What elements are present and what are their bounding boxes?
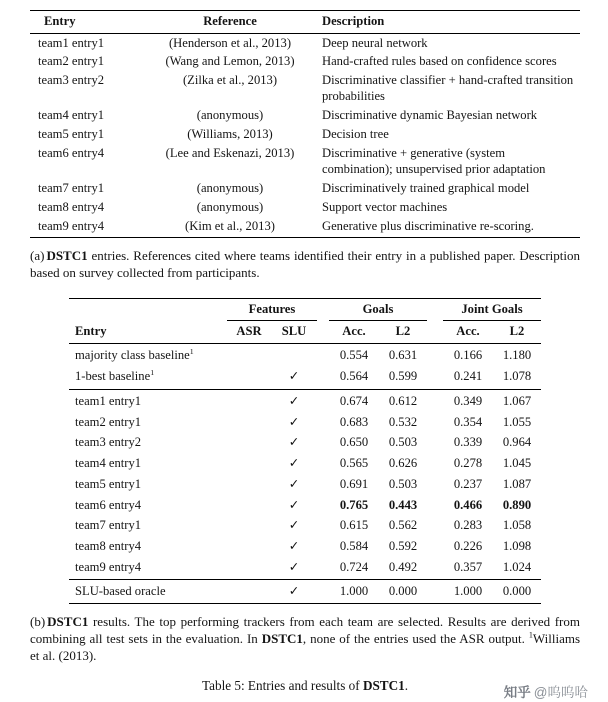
caption-segment: DSTC1 [47,613,89,629]
slu-check-cell [271,557,317,580]
metric-cell: 1.045 [502,456,532,471]
column-gap [427,495,443,516]
asr-check-cell [227,495,271,516]
watermark [504,681,588,701]
col-header-slu: SLU [271,321,317,344]
asr-check-cell [227,412,271,433]
metric-cell: 0.503 [388,476,418,491]
baseline-rows-section [69,344,541,389]
entries-table-header-row [30,11,580,34]
checkmark-icon: ✓ [288,435,300,450]
asr-check-cell [227,474,271,495]
metric-cell: 0.765 [339,497,369,512]
results-table-row [69,474,541,495]
column-gap [317,412,329,433]
metric-cell: 0.650 [339,435,369,450]
col-header-goals-acc: Acc. [329,321,379,344]
reference-cell: (Wang and Lemon, 2013) [165,54,295,69]
metric-cell: 0.565 [339,456,369,471]
column-gap [317,454,329,475]
slu-check-cell [271,536,317,557]
metric-cell: 0.724 [329,557,379,580]
metric-cell: 0.890 [502,497,532,512]
entries-table-row [30,145,580,180]
caption-segment: . [404,677,409,693]
metric-cell: 0.562 [388,518,418,533]
col-header-joint-acc: Acc. [443,321,493,344]
reference-cell: (Lee and Eskenazi, 2013) [165,146,295,161]
column-gap [427,389,443,412]
asr-check-cell [227,344,271,367]
checkmark-icon: ✓ [288,369,300,384]
entry-cell: team6 entry4 [38,146,105,161]
metric-cell: 0.631 [388,348,418,363]
col-header-joint-l2: L2 [493,321,541,344]
column-gap [317,536,329,557]
metric-cell: 0.357 [443,557,493,580]
column-gap [317,389,329,412]
entry-cell: team4 entry1 [38,108,105,123]
results-table-row [69,344,541,367]
caption-segment: Table 5: Entries and results of [201,677,363,693]
metric-cell: 0.592 [388,538,418,553]
checkmark-icon: ✓ [288,559,300,574]
col-header-reference: Reference [142,11,318,34]
caption-a-label: (a) [30,247,45,263]
checkmark-icon: ✓ [288,497,300,512]
column-gap [317,367,329,390]
asr-check-cell [227,580,271,603]
description-cell: Discriminatively trained graphical model [322,181,530,196]
asr-check-cell [227,557,271,580]
asr-check-cell [227,433,271,454]
caption-segment: results. The top performing trackers from each team are selected. Results are derived from combining all test sets in the evaluation. In [30,613,580,646]
entries-table-row [30,218,580,237]
entry-cell: team2 entry1 [38,54,105,69]
column-gap [317,495,329,516]
checkmark-icon: ✓ [288,393,300,408]
checkmark-icon: ✓ [288,518,300,533]
caption-segment: DSTC1 [46,247,88,263]
metric-cell: 0.564 [329,367,379,390]
column-gap [427,321,443,344]
entry-cell: team4 entry1 [75,456,142,471]
slu-check-cell [271,495,317,516]
results-group-header-row [69,299,541,321]
entry-cell: team8 entry4 [38,200,105,215]
column-gap [427,433,443,454]
metric-cell: 0.532 [388,414,418,429]
description-cell: Discriminative + generative (system combination); unsupervised prior adaptation [322,146,546,177]
col-header-entry: Entry [69,321,227,344]
col-header-asr: ASR [227,321,271,344]
metric-cell: 1.067 [502,393,532,408]
metric-cell: 0.466 [453,497,483,512]
col-header-goals-l2: L2 [379,321,427,344]
metric-cell: 1.058 [502,518,532,533]
caption-a [30,247,580,282]
slu-check-cell [271,516,317,537]
metric-cell: 0.354 [453,414,483,429]
group-header-features: Features [227,299,317,321]
results-table-row [69,516,541,537]
description-cell: Generative plus discriminative re-scoring. [322,219,534,234]
results-table-row [69,433,541,454]
slu-check-cell [271,433,317,454]
metric-cell: 1.055 [502,414,532,429]
caption-b [30,613,580,665]
results-table-row [69,412,541,433]
metric-cell: 1.087 [502,476,532,491]
entry-cell: team2 entry1 [75,414,142,429]
metric-cell: 0.283 [453,518,483,533]
metric-cell: 0.615 [339,518,369,533]
column-gap [427,474,443,495]
metric-cell: 1.000 [339,584,369,599]
column-gap [317,474,329,495]
entry-cell: team1 entry1 [75,393,142,408]
column-gap [427,344,443,367]
asr-check-cell [227,536,271,557]
metric-cell: 0.000 [502,584,532,599]
entries-table-row [30,126,580,145]
reference-cell: (anonymous) [196,181,264,196]
results-table-row [69,580,541,603]
entry-cell: team5 entry1 [75,476,142,491]
results-table-row [69,536,541,557]
caption-segment: entries. References cited where teams identified their entry in a published paper. Description based on survey collected from participants. [30,247,580,281]
oracle-row-section [69,580,541,603]
metric-cell: 1.078 [493,367,541,390]
column-gap [317,580,329,603]
entries-table-row [30,72,580,107]
slu-check-cell [271,412,317,433]
footnote-marker: 1 [189,347,194,357]
column-gap [317,344,329,367]
results-table-row [69,367,541,390]
asr-check-cell [227,367,271,390]
entries-table [30,10,580,238]
entries-table-body [30,34,580,238]
description-cell: Hand-crafted rules based on confidence scores [322,54,557,69]
group-header-joint-goals: Joint Goals [443,299,541,321]
metric-cell: 1.024 [493,557,541,580]
entries-table-row [30,53,580,72]
results-table-row [69,454,541,475]
col-header-entry: Entry [30,11,142,34]
description-cell: Support vector machines [322,200,448,215]
asr-check-cell [227,516,271,537]
watermark-handle: @呜呜哈 [533,684,588,700]
caption-b-text [30,614,580,664]
entry-cell: team1 entry1 [38,35,105,50]
caption-segment: Williams et al. (2013). [30,630,581,664]
entries-table-row [30,180,580,199]
metric-cell: 0.503 [388,435,418,450]
entries-table-row [30,107,580,126]
metric-cell: 0.492 [379,557,427,580]
column-gap [427,454,443,475]
col-header-description: Description [318,11,580,34]
metric-cell: 0.349 [453,393,483,408]
column-gap [427,557,443,580]
metric-cell: 0.237 [453,476,483,491]
caption-a-text [30,248,580,280]
metric-cell: 0.674 [339,393,369,408]
results-header-row [69,321,541,344]
table-caption [30,678,580,694]
description-cell: Decision tree [322,127,389,142]
team-rows-section [69,389,541,580]
reference-cell: (anonymous) [196,108,264,123]
entry-cell: majority class baseline$^1$ [75,347,194,363]
checkmark-icon: ✓ [288,538,300,553]
description-cell: Deep neural network [322,35,428,50]
reference-cell: (Zilka et al., 2013) [182,73,278,88]
column-gap [427,299,443,321]
metric-cell: 0.000 [388,584,418,599]
group-header-goals: Goals [329,299,427,321]
reference-cell: (Williams, 2013) [187,127,273,142]
column-gap [427,580,443,603]
metric-cell: 0.166 [453,348,483,363]
metric-cell: 0.612 [388,393,418,408]
reference-cell: (anonymous) [196,200,264,215]
entries-table-row [30,34,580,53]
metric-cell: 0.691 [339,476,369,491]
caption-segment: , none of the entries used the ASR output. [302,630,529,646]
caption-segment: DSTC1 [261,630,303,646]
entry-cell: team7 entry1 [38,181,105,196]
metric-cell: 1.098 [502,538,532,553]
column-gap [427,412,443,433]
reference-cell: (Henderson et al., 2013) [168,35,292,50]
entries-table-row [30,199,580,218]
results-table-row [69,495,541,516]
entry-cell: team9 entry4 [38,219,105,234]
slu-check-cell [271,389,317,412]
reference-cell: (Kim et al., 2013) [185,219,275,234]
checkmark-icon: ✓ [288,456,300,471]
column-gap [427,367,443,390]
entry-cell: team3 entry2 [75,435,142,450]
metric-cell: 1.000 [453,584,483,599]
slu-check-cell [271,580,317,603]
results-table-row [69,389,541,412]
results-table [69,298,541,603]
entry-cell: team6 entry4 [75,497,142,512]
entry-cell: team8 entry4 [75,538,142,553]
metric-cell: 0.599 [379,367,427,390]
zhihu-logo-text: 知乎 [503,684,531,700]
asr-check-cell [227,454,271,475]
footnote-marker: 1 [150,367,155,377]
results-table-row [69,557,541,580]
metric-cell: 0.443 [388,497,418,512]
checkmark-icon: ✓ [288,414,300,429]
group-header-spacer [69,299,227,321]
slu-check-cell [271,344,317,367]
slu-check-cell [271,454,317,475]
caption-segment: 1 [528,630,533,640]
slu-check-cell [271,367,317,390]
column-gap [427,516,443,537]
entry-cell: team9 entry4 [69,557,227,580]
column-gap [317,516,329,537]
metric-cell: 0.339 [453,435,483,450]
entry-cell: SLU-based oracle [75,584,166,599]
description-cell: Discriminative classifier + hand-crafted transition probabilities [322,73,574,104]
metric-cell: 0.584 [339,538,369,553]
metric-cell: 0.554 [339,348,369,363]
entry-cell: team3 entry2 [38,73,105,88]
checkmark-icon: ✓ [288,476,300,491]
caption-segment: DSTC1 [362,677,405,693]
metric-cell: 0.226 [453,538,483,553]
column-gap [427,536,443,557]
description-cell: Discriminative dynamic Bayesian network [322,108,538,123]
metric-cell: 0.241 [443,367,493,390]
metric-cell: 0.278 [453,456,483,471]
slu-check-cell [271,474,317,495]
entry-cell: team7 entry1 [75,518,142,533]
checkmark-icon: ✓ [288,584,300,599]
column-gap [317,433,329,454]
asr-check-cell [227,389,271,412]
column-gap [317,299,329,321]
column-gap [317,321,329,344]
column-gap [317,557,329,580]
entry-cell: 1-best baseline$^1$ [69,367,227,390]
entry-cell: team5 entry1 [38,127,105,142]
metric-cell: 0.964 [502,435,532,450]
metric-cell: 1.180 [502,348,532,363]
footer-row [30,677,588,702]
metric-cell: 0.683 [339,414,369,429]
caption-b-label: (b) [30,613,46,629]
metric-cell: 0.626 [388,456,418,471]
